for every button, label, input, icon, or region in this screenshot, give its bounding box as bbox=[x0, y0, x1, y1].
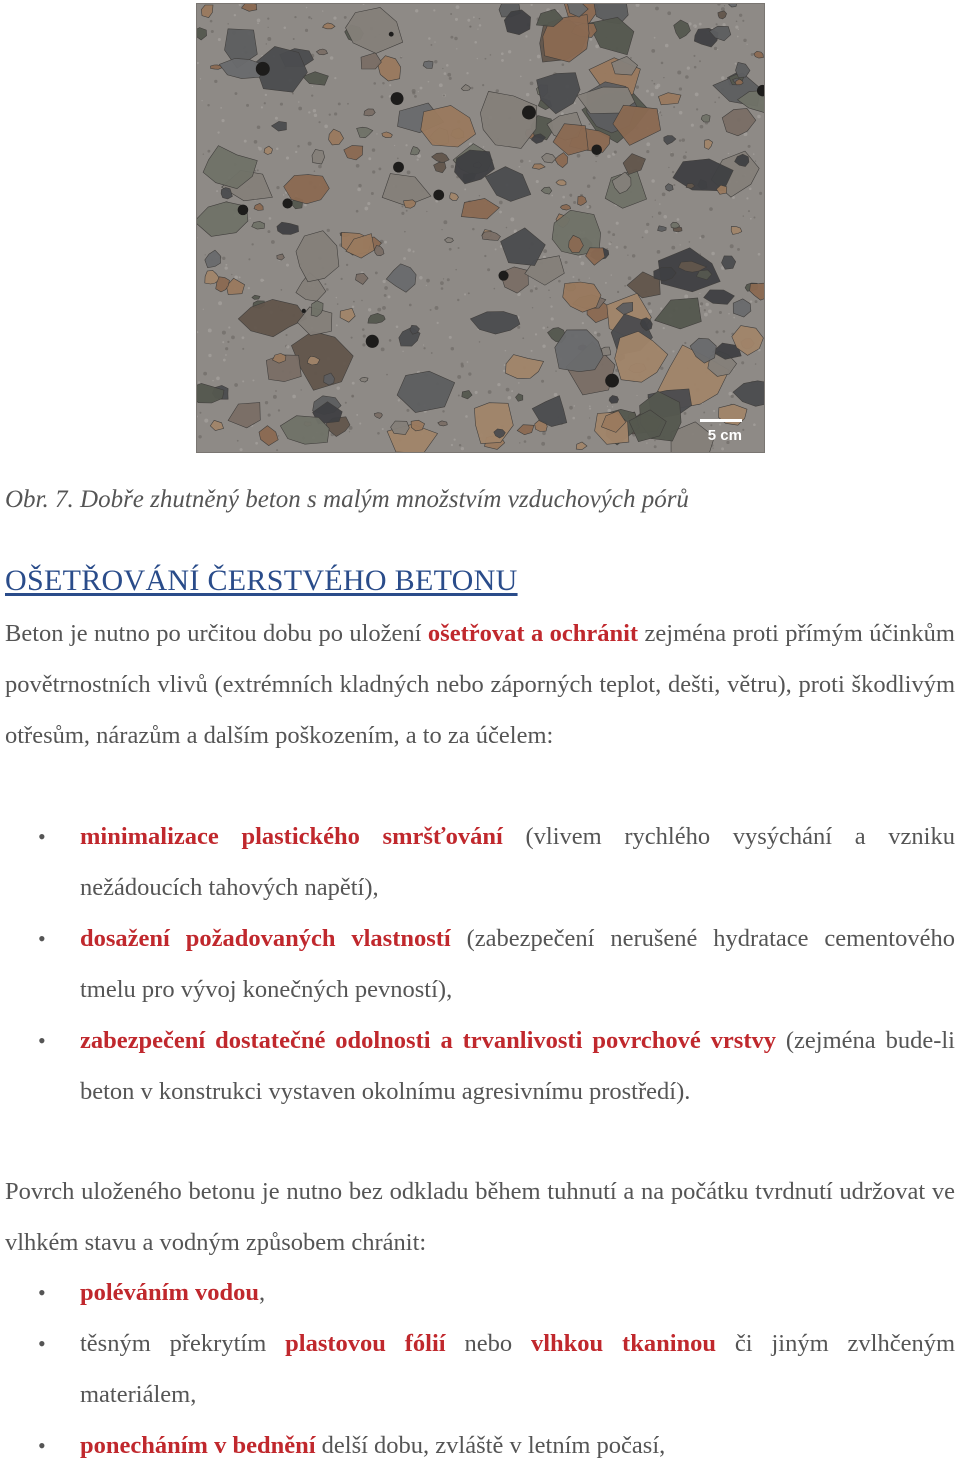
list-item bbox=[0, 1318, 955, 1420]
list-item-highlight: vlhkou tkaninou bbox=[531, 1330, 717, 1357]
list-item bbox=[0, 1267, 955, 1318]
air-pore bbox=[591, 144, 602, 155]
figure-caption bbox=[5, 486, 689, 514]
list-item bbox=[0, 811, 955, 913]
list-item-highlight: poléváním vodou bbox=[80, 1279, 260, 1306]
air-pore bbox=[389, 32, 394, 37]
air-pore bbox=[302, 309, 306, 313]
list-item-text: delší dobu, zvláště v letním počasí, bbox=[315, 1432, 666, 1459]
air-pore bbox=[393, 162, 404, 173]
caption-prefix: Obr. 7. bbox=[5, 486, 74, 513]
protection-paragraph: Povrch uloženého betonu je nutno bez odkladu během tuhnutí a na počátku tvrdnutí udržovat ve vlhkém stavu a vodným způsobem chránit: bbox=[5, 1178, 955, 1256]
bullet-icon: • bbox=[38, 926, 46, 951]
intro-text-before: Beton je nutno po určitou dobu po uložení bbox=[5, 620, 428, 647]
list-item bbox=[0, 913, 955, 1015]
concrete-texture bbox=[197, 4, 764, 452]
scale-bar bbox=[700, 419, 742, 422]
air-pore bbox=[366, 335, 379, 348]
list-item-highlight: ponecháním v bednění bbox=[80, 1432, 316, 1459]
caption-text: Dobře zhutněný beton s malým množstvím vzduchových pórů bbox=[80, 486, 689, 513]
aggregate-stone bbox=[391, 421, 410, 435]
list-item-text: či jiným zvlhčeným materiálem, bbox=[80, 1330, 955, 1408]
intro-text-after: zejména proti přímým účinkům povětrnostních vlivů (extrémních kladných nebo záporných teplot, dešti, větru), proti škodlivým otřesům, nárazům a dalším poškozením, a to za účelem: bbox=[5, 620, 955, 749]
list-item-highlight: dosažení požadovaných vlastností bbox=[80, 925, 451, 952]
air-pore bbox=[282, 198, 292, 208]
intro-highlight: ošetřovat a ochránit bbox=[427, 620, 639, 647]
air-pore bbox=[605, 374, 619, 388]
list-item-text: těsným překrytím bbox=[80, 1330, 286, 1357]
list-item-text: (zejména bude-li beton v konstrukci vystaven okolnímu agresivnímu prostředí). bbox=[80, 1027, 955, 1105]
list-item-text: (vlivem rychlého vysýchání a vzniku nežádoucích tahových napětí), bbox=[80, 823, 955, 901]
bullet-icon: • bbox=[38, 1433, 46, 1458]
concrete-cross-section-photo bbox=[197, 4, 764, 452]
air-pore bbox=[499, 271, 509, 281]
list-item bbox=[0, 1015, 955, 1117]
aggregate-stone bbox=[312, 150, 325, 165]
bullet-icon: • bbox=[38, 824, 46, 849]
list-item-highlight: zabezpečení dostatečné odolnosti a trvanlivosti povrchové vrstvy bbox=[80, 1027, 776, 1054]
aggregate-stone bbox=[701, 114, 710, 122]
scale-label: 5 cm bbox=[707, 427, 742, 444]
intro-paragraph bbox=[5, 608, 955, 761]
section-heading: OŠETŘOVÁNÍ ČERSTVÉHO BETONU bbox=[5, 564, 518, 597]
list-item-text: (zabezpečení nerušené hydratace cementového tmelu pro vývoj konečných pevností), bbox=[80, 925, 955, 1003]
air-pore bbox=[238, 205, 249, 216]
list-item-text: nebo bbox=[445, 1330, 531, 1357]
list-item bbox=[0, 1420, 955, 1471]
air-pore bbox=[522, 106, 536, 120]
air-pore bbox=[433, 190, 444, 201]
purpose-list bbox=[0, 811, 955, 1117]
methods-list bbox=[0, 1267, 955, 1471]
list-item-highlight: minimalizace plastického smršťování bbox=[80, 823, 503, 850]
list-item-text: , bbox=[259, 1279, 266, 1306]
air-pore bbox=[256, 62, 270, 76]
bullet-icon: • bbox=[38, 1028, 46, 1053]
air-pore bbox=[391, 92, 404, 105]
bullet-icon: • bbox=[38, 1331, 46, 1356]
list-item-highlight: plastovou fólií bbox=[285, 1330, 446, 1357]
bullet-icon: • bbox=[38, 1280, 46, 1305]
